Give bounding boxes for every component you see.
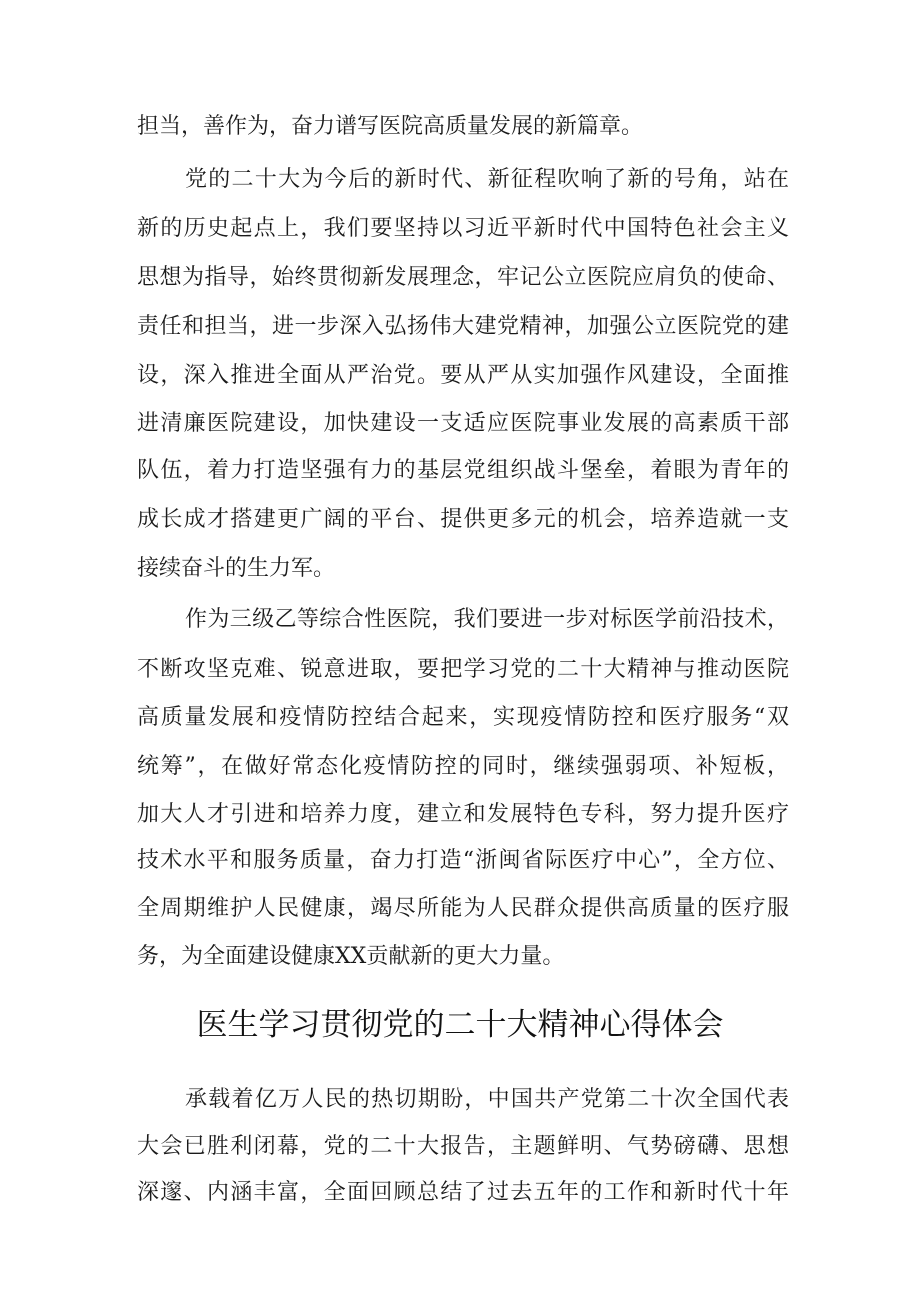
paragraph-line: 加大人才引进和培养力度，建立和发展特色专科，努力提升医疗 <box>137 802 789 827</box>
paragraph-line: 技术水平和服务质量，奋力打造“浙闽省际医疗中心”，全方位、 <box>137 848 789 873</box>
section-title: 医生学习贯彻党的二十大精神心得体会 <box>196 1007 724 1043</box>
paragraph-line: 设，深入推进全面从严治党。要从严从实加强作风建设，全面推 <box>137 363 789 388</box>
paragraph-line: 承载着亿万人民的热切期盼，中国共产党第二十次全国代表 <box>185 1087 789 1112</box>
paragraph-line: 高质量发展和疫情防控结合起来，实现疫情防控和医疗服务“双 <box>137 705 789 730</box>
paragraph-line: 全周期维护人民健康，竭尽所能为人民群众提供高质量的医疗服 <box>137 896 789 921</box>
paragraph-line: 责任和担当，进一步深入弘扬伟大建党精神，加强公立医院党的建 <box>137 314 789 339</box>
paragraph-line: 进清廉医院建设，加快建设一支适应医院事业发展的高素质干部 <box>137 411 789 436</box>
paragraph-line: 统筹”，在做好常态化疫情防控的同时，继续强弱项、补短板， <box>137 754 789 779</box>
paragraph-line: 新的历史起点上，我们要坚持以习近平新时代中国特色社会主义 <box>137 216 789 241</box>
paragraph-line: 党的二十大为今后的新时代、新征程吹响了新的号角，站在 <box>185 167 789 192</box>
paragraph-line: 接续奋斗的生力军。 <box>137 556 336 581</box>
paragraph-line: 作为三级乙等综合性医院，我们要进一步对标医学前沿技术， <box>185 607 789 632</box>
paragraph-line: 不断攻坚克难、锐意进取，要把学习党的二十大精神与推动医院 <box>137 657 789 682</box>
paragraph-line: 担当，善作为，奋力谱写医院高质量发展的新篇章。 <box>137 114 644 139</box>
paragraph-line: 深邃、内涵丰富，全面回顾总结了过去五年的工作和新时代十年 <box>137 1180 789 1205</box>
paragraph-line: 队伍，着力打造坚强有力的基层党组织战斗堡垒，着眼为青年的 <box>137 458 789 483</box>
paragraph-line: 务，为全面建设健康XX贡献新的更大力量。 <box>137 944 565 969</box>
paragraph-line: 思想为指导，始终贯彻新发展理念，牢记公立医院应肩负的使命、 <box>137 265 789 290</box>
paragraph-line: 成长成才搭建更广阔的平台、提供更多元的机会，培养造就一支 <box>137 507 789 532</box>
paragraph-line: 大会已胜利闭幕，党的二十大报告，主题鲜明、气势磅礴、思想 <box>137 1134 789 1159</box>
